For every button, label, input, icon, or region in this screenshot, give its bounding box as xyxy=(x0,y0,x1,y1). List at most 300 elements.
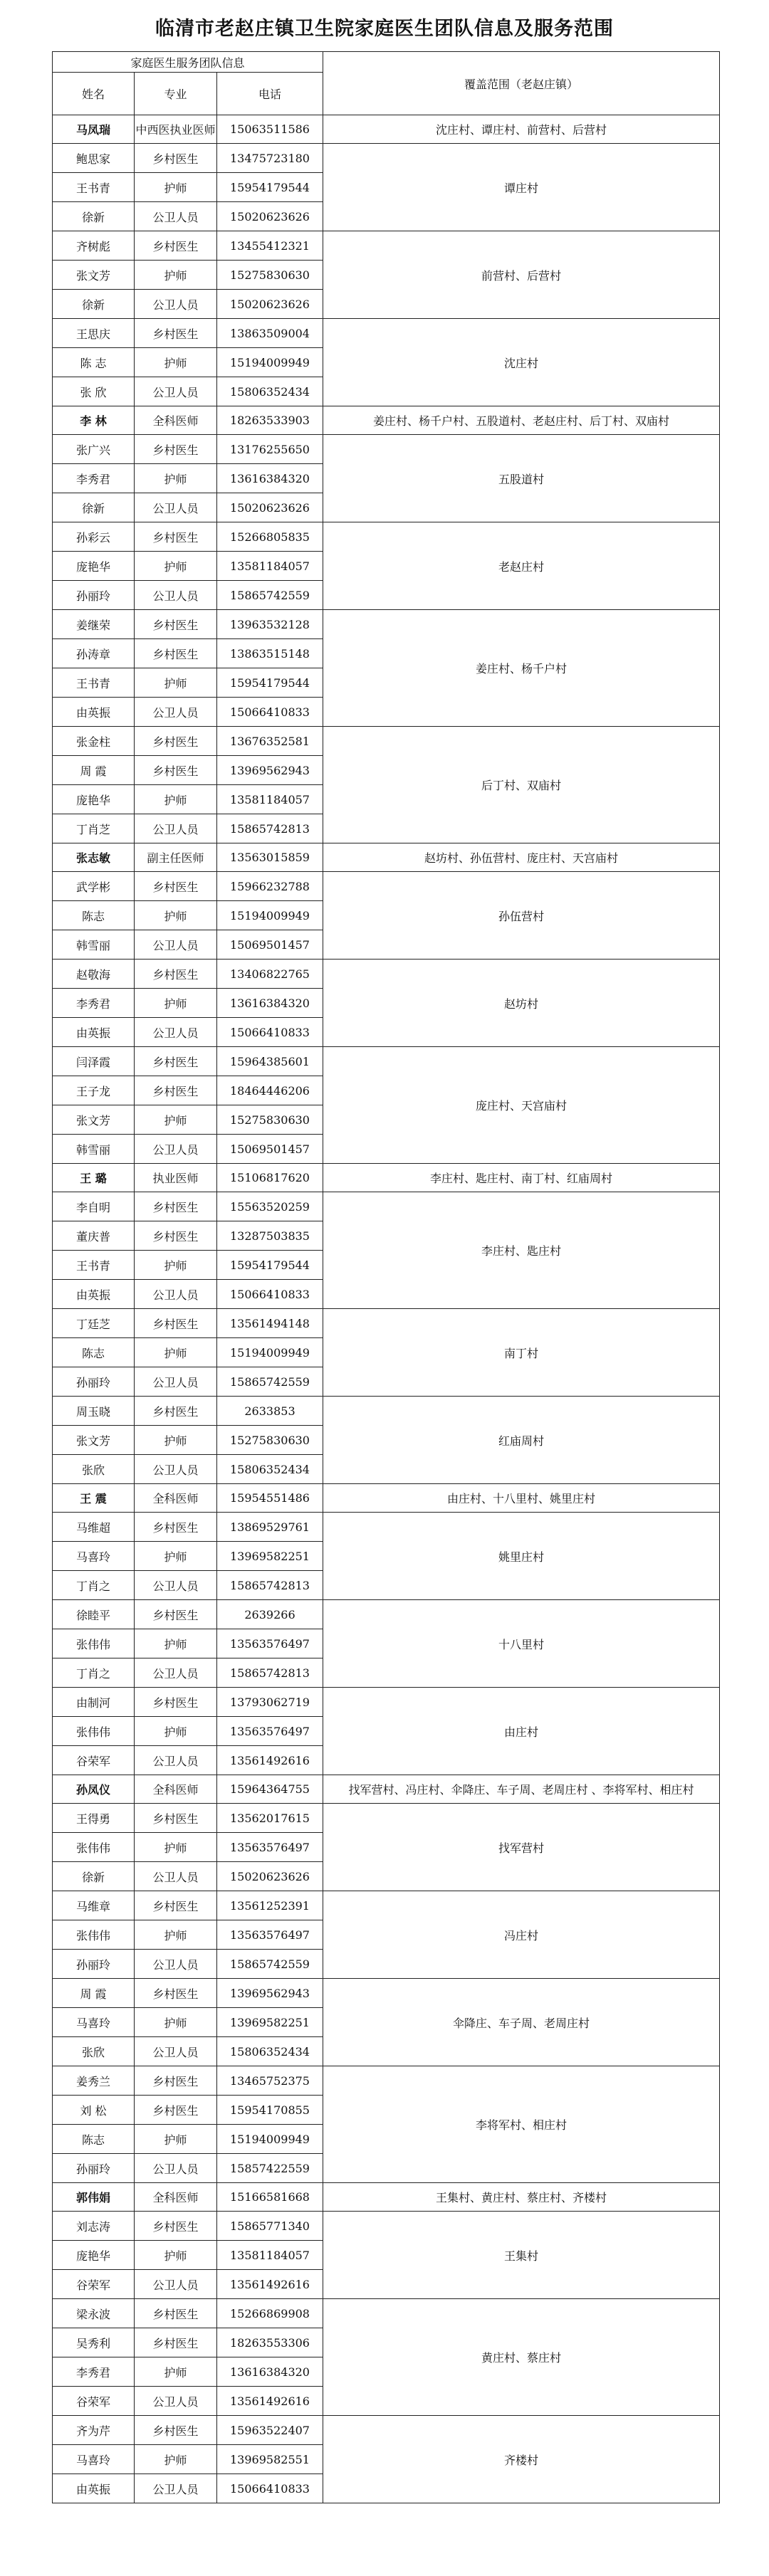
member-name: 由英振 xyxy=(53,2474,135,2503)
member-specialty: 乡村医生 xyxy=(135,1891,217,1920)
group-coverage: 找军营村 xyxy=(323,1804,720,1891)
member-phone: 13561492616 xyxy=(217,1746,323,1775)
member-phone: 13969582251 xyxy=(217,2008,323,2037)
group-coverage: 谭庄村 xyxy=(323,144,720,231)
member-specialty: 乡村医生 xyxy=(135,1979,217,2008)
member-specialty: 公卫人员 xyxy=(135,202,217,231)
member-row xyxy=(53,1600,720,1629)
team-leader-row xyxy=(53,406,720,435)
member-row xyxy=(53,1804,720,1833)
leader-specialty: 全科医师 xyxy=(135,406,217,435)
member-row xyxy=(53,1192,720,1221)
team-leader-row xyxy=(53,1484,720,1513)
member-name: 张文芳 xyxy=(53,261,135,290)
team-leader-row xyxy=(53,115,720,144)
member-row xyxy=(53,1513,720,1542)
member-name: 梁永波 xyxy=(53,2299,135,2328)
member-name: 徐新 xyxy=(53,202,135,231)
member-specialty: 乡村医生 xyxy=(135,1688,217,1717)
member-specialty: 乡村医生 xyxy=(135,1513,217,1542)
member-phone: 15266869908 xyxy=(217,2299,323,2328)
member-phone: 13563576497 xyxy=(217,1920,323,1950)
leader-specialty: 中西医执业医师 xyxy=(135,115,217,144)
group-coverage: 庞庄村、天宫庙村 xyxy=(323,1047,720,1164)
member-phone: 15266805835 xyxy=(217,522,323,552)
member-specialty: 乡村医生 xyxy=(135,144,217,173)
member-specialty: 乡村医生 xyxy=(135,1397,217,1426)
member-phone: 15194009949 xyxy=(217,2125,323,2154)
member-phone: 15865742813 xyxy=(217,1658,323,1688)
member-phone: 13969562943 xyxy=(217,756,323,785)
member-specialty: 乡村医生 xyxy=(135,2416,217,2445)
member-row xyxy=(53,319,720,348)
member-specialty: 护师 xyxy=(135,261,217,290)
group-coverage: 姚里庄村 xyxy=(323,1513,720,1600)
member-phone: 15954179544 xyxy=(217,1251,323,1280)
member-phone: 13176255650 xyxy=(217,435,323,464)
member-phone: 13563576497 xyxy=(217,1629,323,1658)
member-specialty: 乡村医生 xyxy=(135,610,217,639)
member-specialty: 乡村医生 xyxy=(135,1309,217,1338)
member-phone: 15069501457 xyxy=(217,1135,323,1164)
member-name: 张文芳 xyxy=(53,1426,135,1455)
member-phone: 15865771340 xyxy=(217,2212,323,2241)
leader-name: 郭伟娟 xyxy=(53,2183,135,2212)
member-phone: 15020623626 xyxy=(217,1862,323,1891)
member-specialty: 护师 xyxy=(135,1920,217,1950)
name-header: 姓名 xyxy=(53,73,135,115)
member-phone: 13969582551 xyxy=(217,2445,323,2474)
leader-specialty: 全科医师 xyxy=(135,1775,217,1804)
group-coverage: 沈庄村 xyxy=(323,319,720,406)
group-coverage: 红庙周村 xyxy=(323,1397,720,1484)
member-name: 张伟伟 xyxy=(53,1920,135,1950)
member-specialty: 乡村医生 xyxy=(135,1600,217,1629)
team-coverage: 王集村、黄庄村、蔡庄村、齐楼村 xyxy=(323,2183,720,2212)
member-phone: 15069501457 xyxy=(217,930,323,960)
member-name: 张 欣 xyxy=(53,377,135,406)
member-specialty: 公卫人员 xyxy=(135,1950,217,1979)
member-phone: 15194009949 xyxy=(217,348,323,377)
member-name: 马喜玲 xyxy=(53,2445,135,2474)
member-name: 周玉晓 xyxy=(53,1397,135,1426)
member-specialty: 公卫人员 xyxy=(135,2154,217,2183)
member-phone: 15865742559 xyxy=(217,581,323,610)
leader-name: 马凤瑞 xyxy=(53,115,135,144)
member-name: 谷荣军 xyxy=(53,1746,135,1775)
member-phone: 13863509004 xyxy=(217,319,323,348)
group-coverage: 老赵庄村 xyxy=(323,522,720,610)
leader-phone: 15166581668 xyxy=(217,2183,323,2212)
member-name: 孙丽玲 xyxy=(53,1367,135,1397)
member-phone: 13969562943 xyxy=(217,1979,323,2008)
member-name: 李秀君 xyxy=(53,2357,135,2387)
member-phone: 13561494148 xyxy=(217,1309,323,1338)
member-specialty: 公卫人员 xyxy=(135,493,217,522)
member-phone: 15954179544 xyxy=(217,668,323,698)
leader-phone: 15063511586 xyxy=(217,115,323,144)
member-specialty: 护师 xyxy=(135,2445,217,2474)
member-specialty: 护师 xyxy=(135,2357,217,2387)
member-specialty: 护师 xyxy=(135,464,217,493)
member-specialty: 护师 xyxy=(135,1629,217,1658)
member-row xyxy=(53,2212,720,2241)
member-name: 闫泽霞 xyxy=(53,1047,135,1076)
member-phone: 13406822765 xyxy=(217,960,323,989)
member-name: 姜继荣 xyxy=(53,610,135,639)
member-phone: 13561252391 xyxy=(217,1891,323,1920)
member-name: 齐为芹 xyxy=(53,2416,135,2445)
leader-phone: 18263533903 xyxy=(217,406,323,435)
member-phone: 15066410833 xyxy=(217,698,323,727)
member-name: 谷荣军 xyxy=(53,2270,135,2299)
member-name: 赵敬海 xyxy=(53,960,135,989)
member-name: 周 霞 xyxy=(53,1979,135,2008)
member-phone: 15020623626 xyxy=(217,290,323,319)
team-coverage: 姜庄村、杨千户村、五股道村、老赵庄村、后丁村、双庙村 xyxy=(323,406,720,435)
member-name: 齐树彪 xyxy=(53,231,135,261)
member-specialty: 护师 xyxy=(135,173,217,202)
member-name: 张欣 xyxy=(53,2037,135,2066)
member-specialty: 护师 xyxy=(135,1105,217,1135)
member-name: 由英振 xyxy=(53,698,135,727)
member-specialty: 公卫人员 xyxy=(135,1018,217,1047)
member-phone: 15857422559 xyxy=(217,2154,323,2183)
member-name: 陈志 xyxy=(53,2125,135,2154)
member-phone: 13581184057 xyxy=(217,785,323,814)
member-name: 刘 松 xyxy=(53,2096,135,2125)
member-name: 李自明 xyxy=(53,1192,135,1221)
member-row xyxy=(53,610,720,639)
phone-header: 电话 xyxy=(217,73,323,115)
member-phone: 15806352434 xyxy=(217,1455,323,1484)
leader-specialty: 全科医师 xyxy=(135,2183,217,2212)
member-name: 韩雪丽 xyxy=(53,930,135,960)
group-coverage: 黄庄村、蔡庄村 xyxy=(323,2299,720,2416)
leader-specialty: 全科医师 xyxy=(135,1484,217,1513)
member-phone: 15963522407 xyxy=(217,2416,323,2445)
member-phone: 15954179544 xyxy=(217,173,323,202)
member-specialty: 乡村医生 xyxy=(135,231,217,261)
member-specialty: 乡村医生 xyxy=(135,435,217,464)
member-specialty: 护师 xyxy=(135,348,217,377)
member-name: 张伟伟 xyxy=(53,1717,135,1746)
team-coverage: 由庄村、十八里村、姚里庄村 xyxy=(323,1484,720,1513)
member-name: 庞艳华 xyxy=(53,785,135,814)
member-specialty: 乡村医生 xyxy=(135,756,217,785)
member-specialty: 护师 xyxy=(135,901,217,930)
group-coverage: 前营村、后营村 xyxy=(323,231,720,319)
member-specialty: 乡村医生 xyxy=(135,2299,217,2328)
member-name: 孙丽玲 xyxy=(53,581,135,610)
member-specialty: 护师 xyxy=(135,1251,217,1280)
group-coverage: 伞降庄、车子周、老周庄村 xyxy=(323,1979,720,2066)
member-row xyxy=(53,1688,720,1717)
member-name: 庞艳华 xyxy=(53,552,135,581)
member-phone: 13581184057 xyxy=(217,552,323,581)
member-name: 陈志 xyxy=(53,901,135,930)
leader-name: 王 震 xyxy=(53,1484,135,1513)
leader-phone: 15106817620 xyxy=(217,1164,323,1192)
member-specialty: 公卫人员 xyxy=(135,2474,217,2503)
member-name: 王得勇 xyxy=(53,1804,135,1833)
member-specialty: 乡村医生 xyxy=(135,1804,217,1833)
member-phone: 13562017615 xyxy=(217,1804,323,1833)
member-phone: 15806352434 xyxy=(217,377,323,406)
member-name: 张伟伟 xyxy=(53,1833,135,1862)
member-row xyxy=(53,1891,720,1920)
member-phone: 15865742559 xyxy=(217,1950,323,1979)
member-name: 徐睦平 xyxy=(53,1600,135,1629)
member-name: 刘志涛 xyxy=(53,2212,135,2241)
member-specialty: 护师 xyxy=(135,989,217,1018)
member-phone: 13869529761 xyxy=(217,1513,323,1542)
member-phone: 15194009949 xyxy=(217,901,323,930)
member-specialty: 乡村医生 xyxy=(135,2328,217,2357)
member-phone: 18263553306 xyxy=(217,2328,323,2357)
member-phone: 15275830630 xyxy=(217,261,323,290)
member-row xyxy=(53,2066,720,2096)
member-specialty: 公卫人员 xyxy=(135,1862,217,1891)
leader-name: 李 林 xyxy=(53,406,135,435)
member-phone: 15865742559 xyxy=(217,1367,323,1397)
member-name: 董庆普 xyxy=(53,1221,135,1251)
member-specialty: 乡村医生 xyxy=(135,319,217,348)
member-name: 马喜玲 xyxy=(53,2008,135,2037)
member-phone: 15194009949 xyxy=(217,1338,323,1367)
member-phone: 15066410833 xyxy=(217,1018,323,1047)
team-info-header: 家庭医生服务团队信息 xyxy=(53,52,323,73)
group-coverage: 王集村 xyxy=(323,2212,720,2299)
member-name: 丁肖之 xyxy=(53,1571,135,1600)
member-name: 张文芳 xyxy=(53,1105,135,1135)
member-specialty: 护师 xyxy=(135,1426,217,1455)
member-phone: 15066410833 xyxy=(217,2474,323,2503)
leader-phone: 15964364755 xyxy=(217,1775,323,1804)
member-name: 丁肖芝 xyxy=(53,814,135,843)
team-coverage: 赵坊村、孙伍营村、庞庄村、天宫庙村 xyxy=(323,843,720,872)
member-row xyxy=(53,1979,720,2008)
member-name: 陈 志 xyxy=(53,348,135,377)
team-leader-row xyxy=(53,1775,720,1804)
member-phone: 13676352581 xyxy=(217,727,323,756)
member-name: 徐新 xyxy=(53,290,135,319)
leader-name: 王 璐 xyxy=(53,1164,135,1192)
member-phone: 13616384320 xyxy=(217,2357,323,2387)
member-row xyxy=(53,1309,720,1338)
member-name: 王书青 xyxy=(53,173,135,202)
member-specialty: 乡村医生 xyxy=(135,1192,217,1221)
group-coverage: 冯庄村 xyxy=(323,1891,720,1979)
member-phone: 2639266 xyxy=(217,1600,323,1629)
member-specialty: 护师 xyxy=(135,668,217,698)
group-coverage: 齐楼村 xyxy=(323,2416,720,2503)
member-phone: 15865742813 xyxy=(217,814,323,843)
group-coverage: 十八里村 xyxy=(323,1600,720,1688)
team-leader-row xyxy=(53,2183,720,2212)
leader-phone: 15954551486 xyxy=(217,1484,323,1513)
member-name: 徐新 xyxy=(53,493,135,522)
member-specialty: 乡村医生 xyxy=(135,727,217,756)
leader-phone: 13563015859 xyxy=(217,843,323,872)
member-specialty: 公卫人员 xyxy=(135,1280,217,1309)
coverage-header: 覆盖范围（老赵庄镇） xyxy=(323,52,720,115)
member-phone: 15563520259 xyxy=(217,1192,323,1221)
member-name: 马维章 xyxy=(53,1891,135,1920)
member-name: 姜秀兰 xyxy=(53,2066,135,2096)
member-name: 徐新 xyxy=(53,1862,135,1891)
header-row-1 xyxy=(53,52,720,73)
group-coverage: 赵坊村 xyxy=(323,960,720,1047)
member-phone: 15275830630 xyxy=(217,1426,323,1455)
member-phone: 13581184057 xyxy=(217,2241,323,2270)
member-row xyxy=(53,522,720,552)
member-specialty: 公卫人员 xyxy=(135,290,217,319)
member-phone: 13563576497 xyxy=(217,1717,323,1746)
member-name: 由英振 xyxy=(53,1018,135,1047)
leader-specialty: 副主任医师 xyxy=(135,843,217,872)
member-name: 张金柱 xyxy=(53,727,135,756)
member-specialty: 乡村医生 xyxy=(135,522,217,552)
member-phone: 15966232788 xyxy=(217,872,323,901)
leader-specialty: 执业医师 xyxy=(135,1164,217,1192)
member-phone: 15066410833 xyxy=(217,1280,323,1309)
group-coverage: 后丁村、双庙村 xyxy=(323,727,720,843)
member-name: 庞艳华 xyxy=(53,2241,135,2270)
member-name: 周 霞 xyxy=(53,756,135,785)
member-row xyxy=(53,1047,720,1076)
member-specialty: 护师 xyxy=(135,2008,217,2037)
member-phone: 15020623626 xyxy=(217,202,323,231)
member-name: 张广兴 xyxy=(53,435,135,464)
team-leader-row xyxy=(53,843,720,872)
member-specialty: 护师 xyxy=(135,1717,217,1746)
member-specialty: 乡村医生 xyxy=(135,2066,217,2096)
member-specialty: 乡村医生 xyxy=(135,2212,217,2241)
member-specialty: 公卫人员 xyxy=(135,1658,217,1688)
member-name: 马维超 xyxy=(53,1513,135,1542)
member-name: 由制河 xyxy=(53,1688,135,1717)
member-phone: 13455412321 xyxy=(217,231,323,261)
member-name: 王子龙 xyxy=(53,1076,135,1105)
member-row xyxy=(53,872,720,901)
member-phone: 13287503835 xyxy=(217,1221,323,1251)
member-name: 王思庆 xyxy=(53,319,135,348)
leader-name: 孙凤仪 xyxy=(53,1775,135,1804)
member-specialty: 乡村医生 xyxy=(135,872,217,901)
member-name: 张伟伟 xyxy=(53,1629,135,1658)
member-name: 鲍思家 xyxy=(53,144,135,173)
team-table xyxy=(52,51,720,2503)
member-phone: 13793062719 xyxy=(217,1688,323,1717)
member-name: 王书青 xyxy=(53,668,135,698)
member-phone: 18464446206 xyxy=(217,1076,323,1105)
member-phone: 15954170855 xyxy=(217,2096,323,2125)
member-phone: 2633853 xyxy=(217,1397,323,1426)
member-phone: 13616384320 xyxy=(217,464,323,493)
member-phone: 13963532128 xyxy=(217,610,323,639)
member-name: 孙彩云 xyxy=(53,522,135,552)
member-specialty: 公卫人员 xyxy=(135,581,217,610)
team-leader-row xyxy=(53,1164,720,1192)
member-name: 陈志 xyxy=(53,1338,135,1367)
member-name: 由英振 xyxy=(53,1280,135,1309)
member-row xyxy=(53,1397,720,1426)
member-specialty: 公卫人员 xyxy=(135,1367,217,1397)
member-phone: 13969582251 xyxy=(217,1542,323,1571)
member-phone: 15964385601 xyxy=(217,1047,323,1076)
member-specialty: 乡村医生 xyxy=(135,1047,217,1076)
member-phone: 15806352434 xyxy=(217,2037,323,2066)
member-specialty: 公卫人员 xyxy=(135,2387,217,2416)
group-coverage: 姜庄村、杨千户村 xyxy=(323,610,720,727)
member-row xyxy=(53,960,720,989)
member-name: 武学彬 xyxy=(53,872,135,901)
group-coverage: 由庄村 xyxy=(323,1688,720,1775)
member-specialty: 公卫人员 xyxy=(135,2270,217,2299)
member-specialty: 公卫人员 xyxy=(135,1746,217,1775)
member-specialty: 乡村医生 xyxy=(135,639,217,668)
leader-name: 张志敏 xyxy=(53,843,135,872)
member-specialty: 公卫人员 xyxy=(135,377,217,406)
member-row xyxy=(53,144,720,173)
member-specialty: 护师 xyxy=(135,1338,217,1367)
member-name: 丁肖之 xyxy=(53,1658,135,1688)
group-coverage: 李庄村、匙庄村 xyxy=(323,1192,720,1309)
member-specialty: 乡村医生 xyxy=(135,2096,217,2125)
member-row xyxy=(53,727,720,756)
group-coverage: 五股道村 xyxy=(323,435,720,522)
member-name: 吴秀利 xyxy=(53,2328,135,2357)
member-name: 谷荣军 xyxy=(53,2387,135,2416)
member-name: 李秀君 xyxy=(53,989,135,1018)
member-name: 孙涛章 xyxy=(53,639,135,668)
member-specialty: 公卫人员 xyxy=(135,1571,217,1600)
group-coverage: 李将军村、相庄村 xyxy=(323,2066,720,2183)
member-phone: 13561492616 xyxy=(217,2387,323,2416)
member-specialty: 护师 xyxy=(135,785,217,814)
member-specialty: 公卫人员 xyxy=(135,1135,217,1164)
member-name: 孙丽玲 xyxy=(53,1950,135,1979)
member-phone: 13475723180 xyxy=(217,144,323,173)
member-row xyxy=(53,2299,720,2328)
member-name: 孙丽玲 xyxy=(53,2154,135,2183)
member-phone: 13563576497 xyxy=(217,1833,323,1862)
member-phone: 13561492616 xyxy=(217,2270,323,2299)
member-row xyxy=(53,231,720,261)
member-name: 马喜玲 xyxy=(53,1542,135,1571)
specialty-header: 专业 xyxy=(135,73,217,115)
member-specialty: 乡村医生 xyxy=(135,1221,217,1251)
member-name: 丁廷芝 xyxy=(53,1309,135,1338)
member-phone: 13863515148 xyxy=(217,639,323,668)
member-specialty: 护师 xyxy=(135,552,217,581)
member-specialty: 公卫人员 xyxy=(135,2037,217,2066)
member-specialty: 公卫人员 xyxy=(135,930,217,960)
team-coverage: 李庄村、匙庄村、南丁村、红庙周村 xyxy=(323,1164,720,1192)
member-phone: 15865742813 xyxy=(217,1571,323,1600)
member-phone: 15020623626 xyxy=(217,493,323,522)
member-name: 李秀君 xyxy=(53,464,135,493)
member-phone: 13465752375 xyxy=(217,2066,323,2096)
team-table-body xyxy=(53,52,720,2503)
member-phone: 15275830630 xyxy=(217,1105,323,1135)
member-specialty: 乡村医生 xyxy=(135,960,217,989)
member-specialty: 护师 xyxy=(135,1833,217,1862)
member-specialty: 护师 xyxy=(135,2241,217,2270)
member-specialty: 公卫人员 xyxy=(135,814,217,843)
member-specialty: 公卫人员 xyxy=(135,1455,217,1484)
